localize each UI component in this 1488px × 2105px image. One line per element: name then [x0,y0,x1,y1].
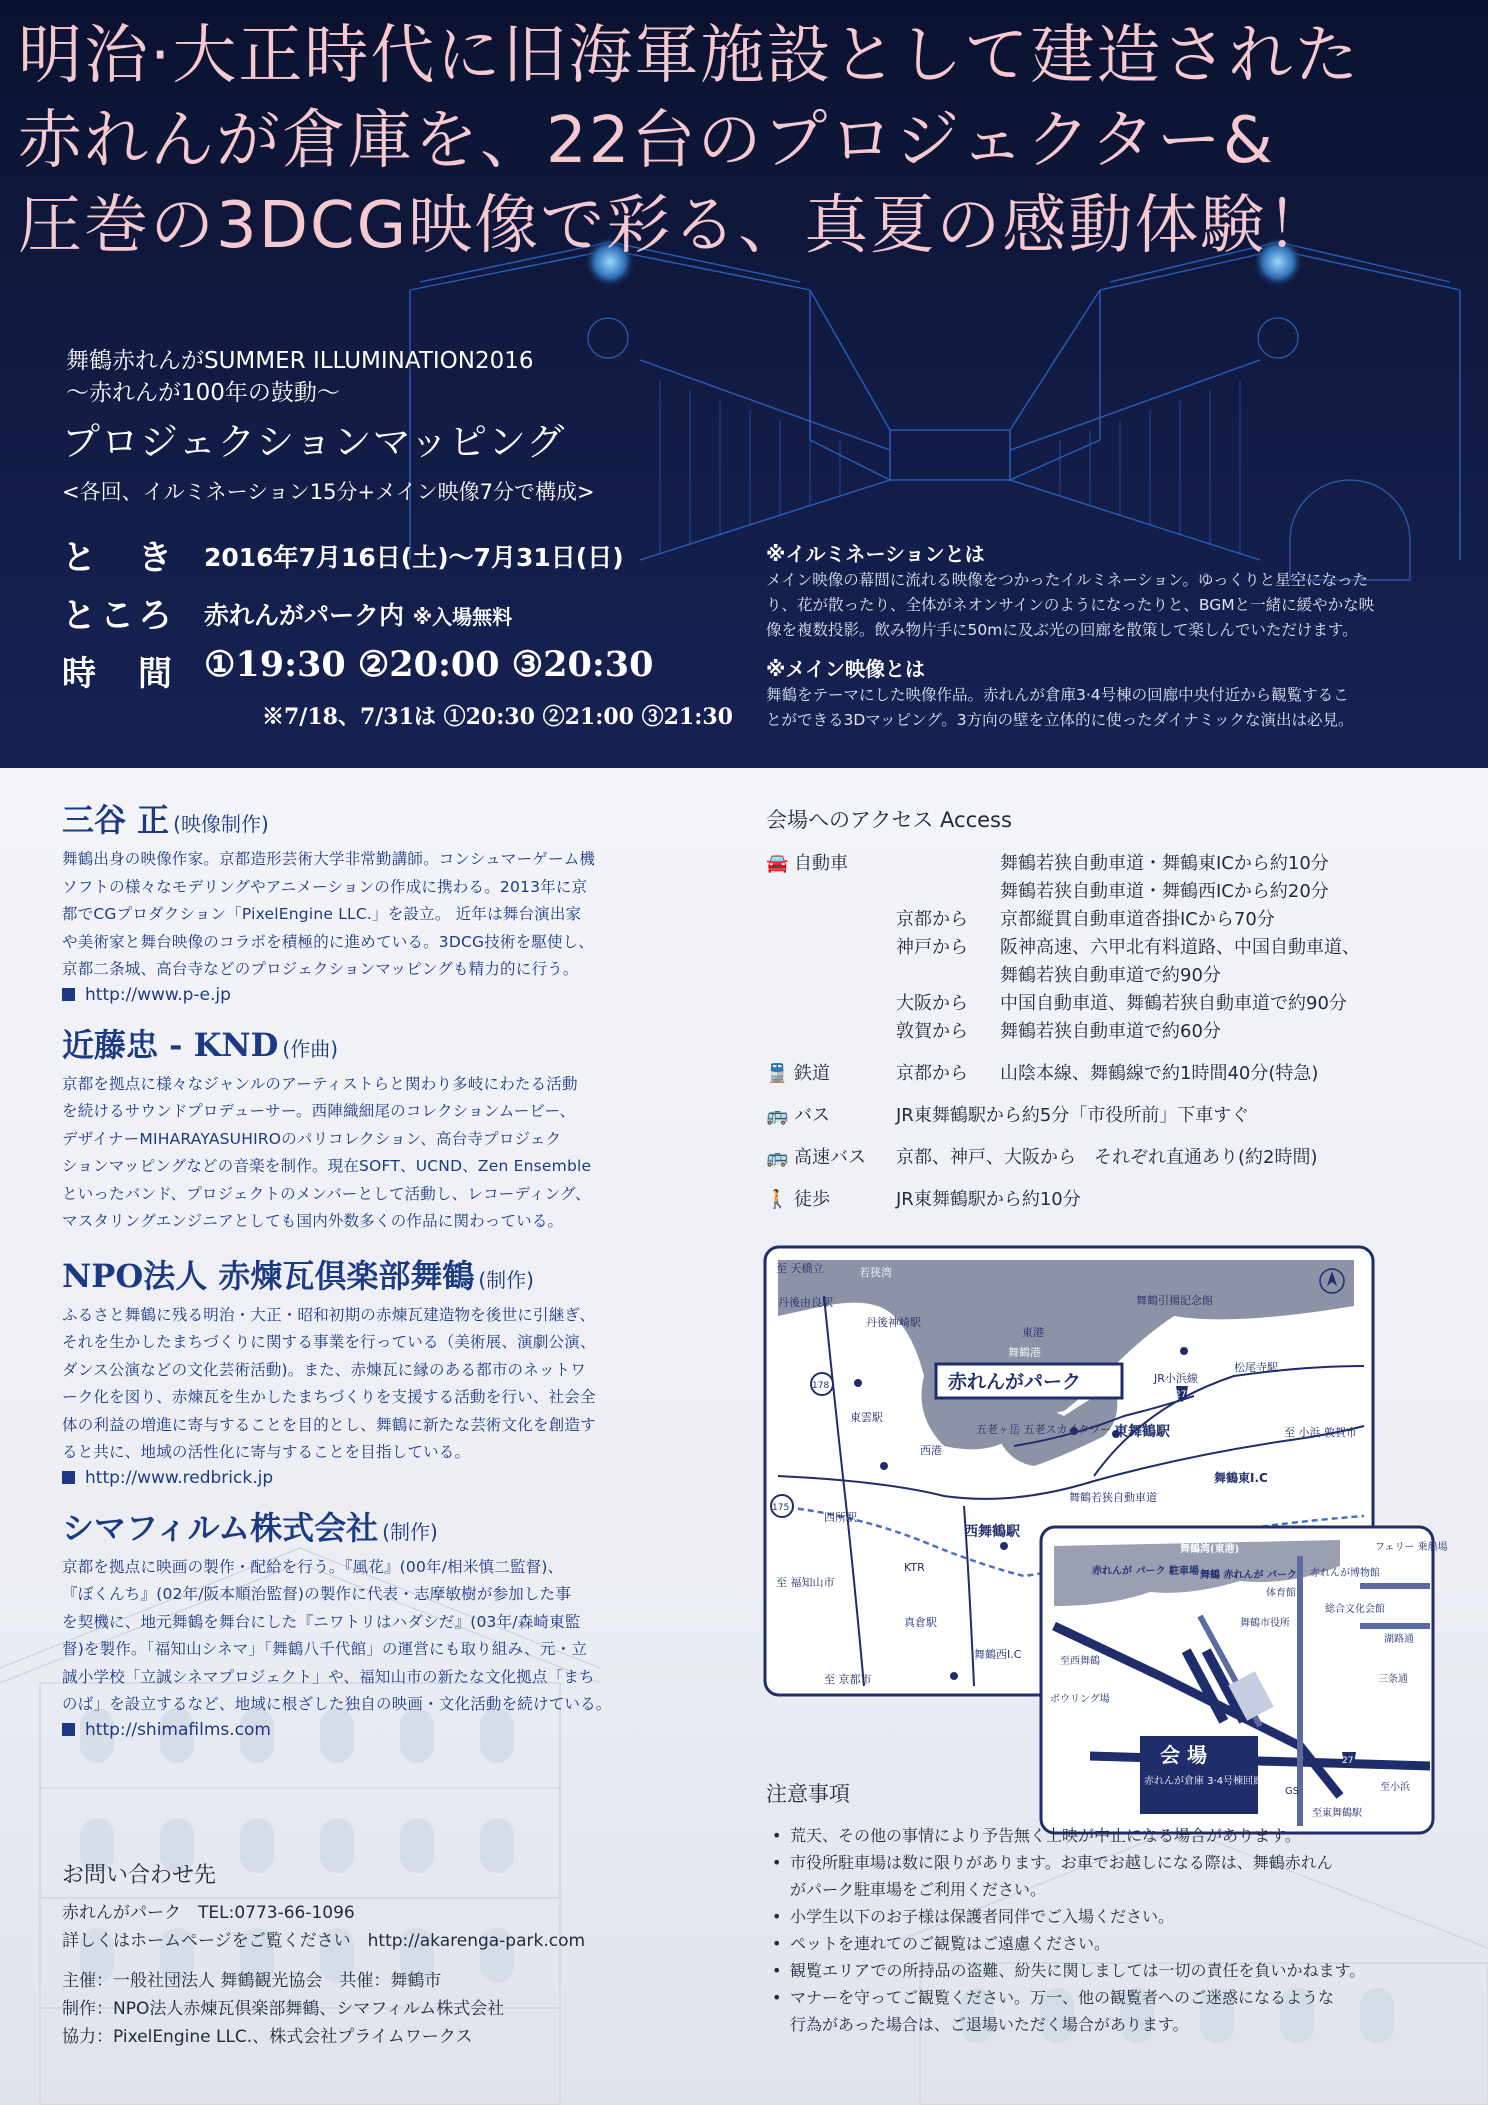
route-text: 舞鶴若狭自動車道で約60分 [1000,1021,1221,1042]
access-train [766,1060,1446,1088]
notice-item: • 荒天、その他の事情により予告無く上映が中止になる場合があります。 [766,1822,1446,1849]
express-bus-label: 高速バス [794,1147,866,1168]
route-178-marker [811,1373,833,1395]
credit-bio [62,846,682,984]
credit-role: (作曲) [282,1036,338,1061]
detail-street1: 湖路通 [1384,1634,1414,1645]
route-line [896,962,1446,990]
headline-line: 赤れんが倉庫を、22台のプロジェクター& [18,104,1275,178]
map-label-jr-obama: JR小浜線 [1154,1372,1198,1385]
detail-gym: 体育館 [1266,1588,1296,1599]
venue-label: 会 場 [1160,1743,1207,1767]
hero-section [0,0,1488,768]
admission-note: ※入場無料 [412,605,513,629]
route-line [896,1018,1446,1046]
route-origin: 京都から [896,909,968,930]
detail-bowling: ボウリング場 [1050,1694,1110,1705]
notice-item-cont: がパーク駐車場をご利用ください。 [790,1880,1047,1899]
car-icon: 🚘 [766,853,789,874]
route-text: 京都、神戸、大阪から それぞれ直通あり(約2時間) [896,1147,1318,1168]
map-label-goroudake: 五老ヶ岳 五老スカイタワー [976,1423,1112,1436]
map-label-expressway: 舞鶴若狭自動車道 [1069,1491,1157,1504]
detail-mall: 至西舞鶴 [1060,1656,1100,1667]
credit-name-text: 三谷 正 [62,801,170,839]
credit-link[interactable] [62,1468,682,1488]
credit-name [62,1506,682,1554]
square-bullet-icon [62,1471,75,1484]
bio-line: ションマッピングなどの音楽を制作。現在SOFT、UCND、Zen Ensemble [62,1157,592,1175]
where-label: ところ [62,596,176,636]
credit-name [62,1023,682,1071]
headline [18,14,1478,269]
credit-role: (制作) [478,1267,534,1292]
detail-park: 舞鶴 赤れんが パーク [1200,1570,1297,1581]
where-value [204,596,512,632]
bio-line: 都でCGプロダクション「PixelEngine LLC.」を設立。 近年は舞台演出家 [62,905,582,923]
contact-phone: 赤れんがパーク TEL:0773-66-1096 [62,1903,355,1923]
train-label: 鉄道 [794,1063,830,1084]
note-heading: ※イルミネーションとは [766,542,985,566]
event-name-line: 舞鶴赤れんがSUMMER ILLUMINATION2016 [66,348,534,374]
credit-name [62,1254,682,1302]
credit-role: (映像制作) [173,812,269,836]
contact-website[interactable]: 詳しくはホームページをご覧ください http://akarenga-park.com [62,1931,586,1951]
bio-line: ふるさと舞鶴に残る明治・大正・昭和初期の赤煉瓦建造物を後世に引継ぎ、 [62,1305,596,1324]
access-car [766,850,1446,1046]
note-text [766,568,1426,643]
park-callout-label: 赤れんがパーク [948,1371,1082,1393]
bio-line: 体の利益の増進に寄与することを目的とし、舞鶴に新たな芸術文化を創造す [62,1415,596,1434]
route-text: 舞鶴若狭自動車道・舞鶴東ICから約10分 [1000,853,1329,874]
bio-line: デザイナーMIHARAYASUHIROのパリコレクション、高台寺プロジェク [62,1129,562,1148]
route-text: JR東舞鶴駅から約10分 [896,1189,1081,1210]
route-number: 27 [1342,1756,1354,1766]
when-value: 2016年7月16日(土)〜7月31日(日) [204,543,624,572]
contact-block [62,1858,702,2051]
bio-line: 『ぼくんち』(02年/阪本順治監督)の製作に代表・志摩敏樹が参加した事 [62,1585,572,1603]
credit-role: (制作) [382,1519,438,1544]
map-label-magura: 真倉駅 [904,1616,937,1629]
route-origin: 敦賀から [896,1021,968,1042]
map-label-to-fukuchiyama: 至 福知山市 [776,1576,835,1589]
route-line [896,878,1446,906]
time-note: ※7/18、7/31は ①20:30 ②21:00 ③21:30 [262,704,733,730]
bus-label: バス [794,1105,830,1126]
access-label [766,1144,866,1172]
hero-notes [766,540,1426,745]
notice-item: • 観覧エリアでの所持品の盗難、紛失に関しましては一切の責任を負いかねます。 [766,1957,1446,1984]
route-number: 178 [812,1381,830,1391]
credit-link[interactable] [62,1720,682,1740]
bio-line: ソフトの様々なモデリングやアニメーションの作成に携わる。2013年に京 [62,877,588,896]
map-label-higashi-port: 東港 [1022,1326,1044,1339]
map-label-tango-yura: 丹後由良駅 [778,1296,833,1309]
bio-line: 誠小学校「立誠シネマプロジェクト」や、福知山市の新たな文化拠点「まち [62,1667,595,1686]
credit-url[interactable]: http://shimafilms.com [85,1719,271,1740]
bio-line: を続けるサウンドプロデューサー。西陣織細尾のコレクションムービー、 [62,1102,576,1120]
notice-item: • ペットを連れてのご観覧はご遠慮ください。 [766,1930,1446,1957]
note-line: とができる3Dマッピング。3方向の壁を立体的に使ったダイナミックな演出は必見。 [766,711,1354,729]
route-text: 阪神高速、六甲北有料道路、中国自動車道、 [1000,937,1360,958]
notice-block [766,1778,1446,2038]
credit-bio [62,1554,682,1719]
note-text [766,683,1426,733]
cooperation: 協力：PixelEngine LLC.、株式会社プライムワークス [62,2027,473,2047]
map-label-ktr: KTR [904,1561,925,1574]
route-text: 舞鶴若狭自動車道・舞鶴西ICから約20分 [1000,881,1329,902]
headline-line: 圧巻の3DCG映像で彩る、真夏の感動体験！ [18,189,1333,263]
credit-knd [62,1023,682,1236]
bio-line: 京都二条城、高台寺などのプロジェクションマッピングも精力的に行う。 [62,960,579,978]
route-text: 舞鶴若狭自動車道で約90分 [1000,965,1221,986]
detail-ferry: フェリー 乗船場 [1375,1542,1448,1553]
note-line: り、花が散ったり、全体がネオンサインのようになったりと、BGMと一緒に緩やかな映 [766,596,1375,614]
route-line [896,850,1446,878]
map-label-shiyoukama: 四所駅 [824,1511,857,1524]
credit-mitani [62,798,682,1005]
bio-line: 督)を製作。「福知山シネマ」「舞鶴八千代館」の運営にも取り組み、元・立 [62,1640,588,1658]
event-subtitle: <各回、イルミネーション15分+メイン映像7分で構成> [62,480,595,504]
square-bullet-icon [62,1723,75,1736]
detail-parking: 赤れんが パーク 駐車場 [1092,1566,1199,1577]
map-label-to-amanohashidate: 至 天橋立 [776,1262,824,1275]
event-title: プロジェクションマッピング [62,420,566,464]
when-label: と き [62,538,176,578]
credit-npo [62,1254,682,1488]
credit-name-text: シマフィルム株式会社 [62,1508,379,1547]
route-line [896,990,1446,1018]
access-label [766,1186,830,1214]
event-name-line: 〜赤れんが100年の鼓動〜 [66,380,340,406]
bio-line: ーク化を図り、赤煉瓦を生かしたまちづくりを支援する活動を行い、社会全 [62,1388,596,1406]
route-line [896,906,1446,934]
detail-gs: GS [1285,1786,1300,1797]
note-heading: ※メイン映像とは [766,657,926,681]
lower-section [0,768,1488,2105]
time-value: ①19:30 ②20:00 ③20:30 [204,644,654,685]
detail-to-obama: 至小浜 [1380,1782,1410,1793]
route-origin: 京都から [896,1063,968,1084]
detail-museum: 赤れんが博物館 [1310,1568,1380,1579]
credits-column [62,798,682,1758]
map-label-higashi-ic: 舞鶴東I.C [1214,1471,1268,1485]
credit-shimafilm [62,1506,682,1740]
access-label [766,1102,830,1130]
contact-heading: お問い合わせ先 [62,1863,217,1888]
bio-line: 京都を拠点に映画の製作・配給を行う。『風花』(00年/相米慎二監督)、 [62,1557,564,1576]
map-label-port: 舞鶴港 [1008,1346,1041,1359]
route-175-marker [771,1495,793,1517]
bio-line: といったバンド、プロジェクトのメンバーとして活動し、レコーディング、 [62,1184,591,1203]
detail-bay: 舞鶴湾(東港) [1180,1544,1240,1555]
access-heading: 会場へのアクセス Access [766,808,1012,832]
map-label-higashi-station: 東舞鶴駅 [1114,1424,1170,1440]
map-label-kinenkan: 舞鶴引揚記念館 [1136,1294,1213,1307]
credit-name [62,798,682,846]
map-label-nishi-port: 西港 [920,1444,942,1457]
bio-line: ると共に、地域の活性化に寄与することを目指している。 [62,1443,471,1461]
route-number: 27 [1175,1390,1187,1400]
bio-line: を契機に、地元舞鶴を舞台にした『ニワトリはハダシだ』(03年/森崎東監 [62,1612,581,1631]
access-label [766,1060,830,1088]
detail-culture: 総合文化会館 [1325,1604,1385,1615]
walk-label: 徒歩 [794,1189,830,1210]
organizer: 主催：一般社団法人 舞鶴観光協会 共催：舞鶴市 [62,1971,442,1991]
route-text: 山陰本線、舞鶴線で約1時間40分(特急) [1000,1063,1319,1084]
route-27-marker [1175,1386,1188,1402]
bus-icon: 🚌 [766,1105,789,1126]
map-label-higashi-kumo: 東雲駅 [850,1411,883,1424]
credit-link[interactable] [62,985,682,1005]
note-line: メイン映像の幕間に流れる映像をつかったイルミネーション。ゆっくりと星空になった [766,571,1369,589]
detail-street2: 三条通 [1378,1674,1408,1685]
credit-name-text: 近藤忠 - KND [62,1025,279,1064]
map-label-tango-kanzaki: 丹後神崎駅 [866,1316,921,1329]
detail-city-hall: 舞鶴市役所 [1240,1618,1290,1629]
route-text: JR東舞鶴駅から約5分「市役所前」下車すぐ [896,1105,1250,1126]
map-label-wakasa-bay: 若狭湾 [859,1266,892,1279]
map-label-to-obama: 至 小浜 敦賀市 [1284,1426,1357,1439]
credit-url[interactable]: http://www.p-e.jp [85,984,231,1005]
route-origin: 神戸から [896,937,968,958]
square-bullet-icon [62,988,75,1001]
notice-item: • 市役所駐車場は数に限りがあります。お車でお越しになる際は、舞鶴赤れん [766,1849,1446,1876]
route-text: 京都縦貫自動車道沓掛ICから70分 [1000,909,1275,930]
access-walk [766,1186,1446,1214]
bio-line: それを生かしたまちづくりに関する事業を行っている（美術展、演劇公演、 [62,1333,596,1351]
notice-item: • マナーを守ってご観覧ください。万一、他の観覧者へのご迷惑になるような [766,1984,1446,2011]
note-line: 像を複数投影。飲み物片手に50mに及ぶ光の回廊を散策して楽しんでいただけます。 [766,621,1358,639]
where-text: 赤れんがパーク内 [204,601,405,630]
time-label: 時 間 [62,654,176,694]
map-label-nishi-station: 西舞鶴駅 [964,1524,1020,1540]
bio-line: や美術家と舞台映像のコラボを積極的に進めている。3DCG技術を駆使し、 [62,932,595,951]
notice-list [766,1822,1446,2038]
credit-name-text: NPO法人 赤煉瓦倶楽部舞鶴 [62,1256,475,1295]
route-text: 中国自動車道、舞鶴若狭自動車道で約90分 [1000,993,1347,1014]
headline-line: 明治·大正時代に旧海軍施設として建造された [18,19,1361,93]
detail-station: 至東舞鶴駅 [1312,1808,1362,1819]
map-label-nishi-ic: 舞鶴西I.C [974,1648,1022,1661]
event-name [66,345,534,409]
route-line [896,1060,1446,1088]
bio-line: 京都を拠点に様々なジャンルのアーティストらと関わり多岐にわたる活動 [62,1074,578,1093]
notice-heading: 注意事項 [766,1782,850,1806]
route-number: 175 [772,1503,790,1513]
credit-bio [62,1071,682,1236]
car-label: 自動車 [794,853,848,874]
notice-item: • 小学生以下のお子様は保護者同伴でご入場ください。 [766,1903,1446,1930]
bio-line: 舞鶴出身の映像作家。京都造形芸術大学非常勤講師。コンシュマーゲーム機 [62,850,596,868]
credit-bio [62,1302,682,1467]
notice-item-cont: 行為があった場合は、ご退場いただく場合があります。 [790,2015,1189,2034]
access-block [766,804,1446,1214]
bio-line: のば」を設立するなど、地域に根ざした独自の映画・文化活動を続けている。 [62,1695,612,1713]
venue-sublabel: 赤れんが倉庫 3·4号棟回廊 [1144,1776,1264,1787]
access-label [766,850,848,878]
route-origin: 大阪から [896,993,968,1014]
production: 制作：NPO法人赤煉瓦倶楽部舞鶴、シマフィルム株式会社 [62,1999,505,2019]
credit-url[interactable]: http://www.redbrick.jp [85,1467,274,1488]
access-bus [766,1102,1446,1130]
map-label-to-kyoto: 至 京都市 [824,1673,872,1686]
route-line [896,934,1446,962]
train-icon: 🚆 [766,1063,789,1084]
bio-line: マスタリングエンジニアとしても国内外数多くの作品に関わっている。 [62,1212,564,1230]
note-line: 舞鶴をテーマにした映像作品。赤れんが倉庫3·4号棟の回廊中央付近から観覧するこ [766,686,1349,704]
park-callout [936,1364,1122,1398]
access-express-bus [766,1144,1446,1172]
walking-person-icon: 🚶 [766,1189,789,1210]
bus-icon: 🚌 [766,1147,789,1168]
bio-line: ダンス公演などの文化芸術活動)。また、赤煉瓦に縁のある都市のネットワ [62,1360,587,1379]
map-label-matsunoodera: 松尾寺駅 [1234,1361,1278,1374]
